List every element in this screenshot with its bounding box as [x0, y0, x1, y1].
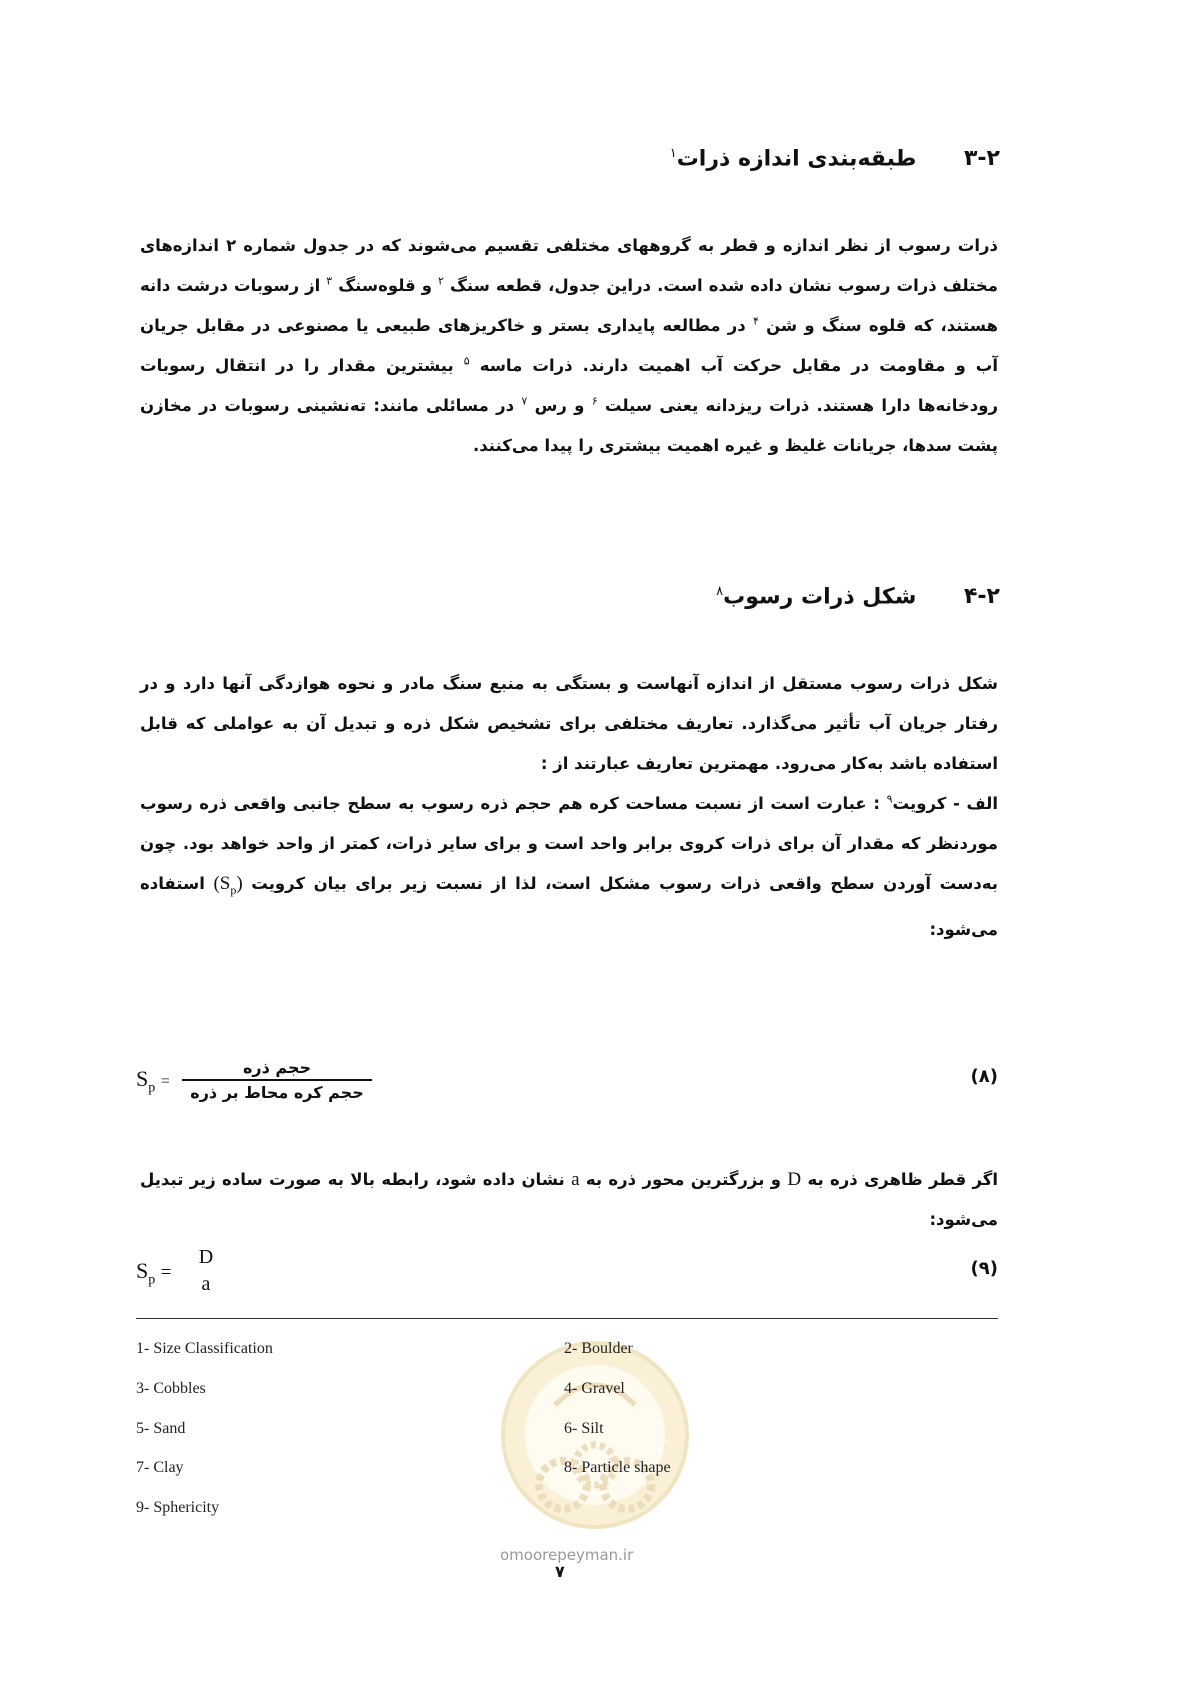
equation-fraction [182, 1058, 372, 1102]
footnote-6: 6- Silt [564, 1420, 604, 1437]
paragraph-particle-shape [140, 664, 998, 784]
footnote-ref: ۲ [438, 274, 444, 288]
paragraph-text: از رسوبات درشت دانه هستند، که قلوه سنگ و شن [140, 276, 998, 335]
equation-9 [136, 1246, 998, 1306]
footnote-ref: ۵ [463, 354, 470, 368]
fraction-numerator: حجم ذره [242, 1058, 312, 1077]
item-text: استفاده می‌شود: [140, 874, 998, 939]
paragraph-text: و رس [534, 396, 585, 415]
paragraph-text: و بزرگترین محور ذره به [585, 1170, 781, 1189]
footnote-ref: ۴ [752, 314, 759, 328]
section-number: ۴-۲ [964, 584, 1000, 610]
fraction-denominator: حجم کره محاط بر ذره [190, 1083, 364, 1102]
footnote-ref: ۱ [669, 146, 677, 161]
page-number: ۷ [555, 1562, 565, 1581]
footnote-8: 8- Particle shape [564, 1459, 671, 1476]
footnote-separator [136, 1318, 998, 1319]
paragraph-text: بیشترین مقدار را در انتقال رسوبات رودخانه‌ها دارا هستند. ذرات ریزدانه یعنی سیلت [140, 356, 999, 415]
equation-number: (۸) [970, 1066, 998, 1087]
section-heading-size-classification [300, 146, 1000, 171]
equation-number: (۹) [970, 1258, 998, 1279]
equation-8 [136, 1060, 998, 1120]
item-text: : عبارت است از نسبت مساحت کره هم حجم ذره رسوب به سطح جانبی واقعی ذره رسوب موردنظر که مقدار آن برای ذرات کروی برابر واحد است و برای سایر ذرات، کمتر از واحد خواهد بود. چون به‌دست آوردن سطح واقعی ذرات رسوب مشکل است، لذا از نسبت زیر برای بیان کرویت [140, 794, 998, 893]
fraction-denominator: a [201, 1273, 211, 1295]
sphericity-symbol: $(S_p)$ [213, 873, 243, 897]
footnote-ref: ۹ [886, 792, 893, 806]
footnote-1: 1- Size Classification [136, 1340, 273, 1357]
section-heading-particle-shape [300, 584, 1000, 609]
paragraph-text: نشان داده شود، رابطه بالا به صورت ساده زیر تبدیل می‌شود: [140, 1170, 998, 1229]
item-label: الف - کرویت [892, 794, 998, 813]
paragraph-text: شکل ذرات رسوب مستقل از اندازه آنهاست و بستگی به منبع سنگ مادر و نحوه هوازدگی آنها دارد و در رفتار جریان آب تأثیر می‌گذارد. تعاریف مختلفی برای تشخیص شکل ذره و تبدیل آن به عواملی که قابل استفاده باشد به‌کار می‌رود. مهمترین تعاریف عبارتند از : [140, 674, 998, 773]
footnote-4: 4- Gravel [564, 1380, 625, 1397]
footnote-9: 9- Sphericity [136, 1499, 220, 1516]
watermark-url: omoorepeyman.ir [500, 1546, 634, 1564]
symbol-a: a [571, 1169, 580, 1190]
symbol-d: D [787, 1169, 802, 1190]
footnote-2: 2- Boulder [564, 1340, 633, 1357]
footnote-3: 3- Cobbles [136, 1380, 206, 1397]
paragraph-text: در مطالعه پایداری بستر و خاکریزهای طبیعی یا مصنوعی در مقابل جریان آب و مقاومت در مقابل حرکت آب اهمیت دارند. ذرات ماسه [140, 316, 998, 375]
paragraph-size-classification [140, 226, 998, 466]
equation-fraction [192, 1246, 220, 1296]
definition-item-sphericity [140, 784, 998, 950]
footnote-5: 5- Sand [136, 1420, 186, 1437]
footnote-ref: ۷ [521, 394, 528, 408]
paragraph-text: و قلوه‌سنگ [338, 276, 433, 295]
equation-lhs: $S_p$ = [136, 1258, 172, 1288]
section-title: طبقه‌بندی اندازه ذرات [676, 146, 917, 172]
paragraph-text: ذرات رسوب از نظر اندازه و قطر به گروههای مختلفی تقسیم می‌شوند که در جدول شماره ۲ اندازه‌های مختلف ذرات رسوب نشان داده شده است. دراین جدول، قطعه سنگ [140, 236, 999, 295]
paragraph-simplified-relation [140, 1160, 998, 1240]
section-title: شکل ذرات رسوب [723, 584, 917, 610]
footnote-7: 7- Clay [136, 1459, 184, 1476]
footnote-ref: ۶ [591, 394, 598, 408]
paragraph-text: در مسائلی مانند: ته‌نشینی رسوبات در مخازن پشت سدها، جریانات غلیظ و غیره اهمیت بیشتری را پیدا می‌کنند. [140, 396, 998, 455]
section-number: ۳-۲ [964, 146, 1000, 172]
footnote-ref: ۸ [716, 584, 724, 599]
equation-lhs: $S_p$ = [136, 1066, 170, 1096]
fraction-numerator: D [198, 1246, 214, 1268]
paragraph-text: اگر قطر ظاهری ذره به [807, 1170, 998, 1189]
footnote-ref: ۳ [326, 274, 333, 288]
